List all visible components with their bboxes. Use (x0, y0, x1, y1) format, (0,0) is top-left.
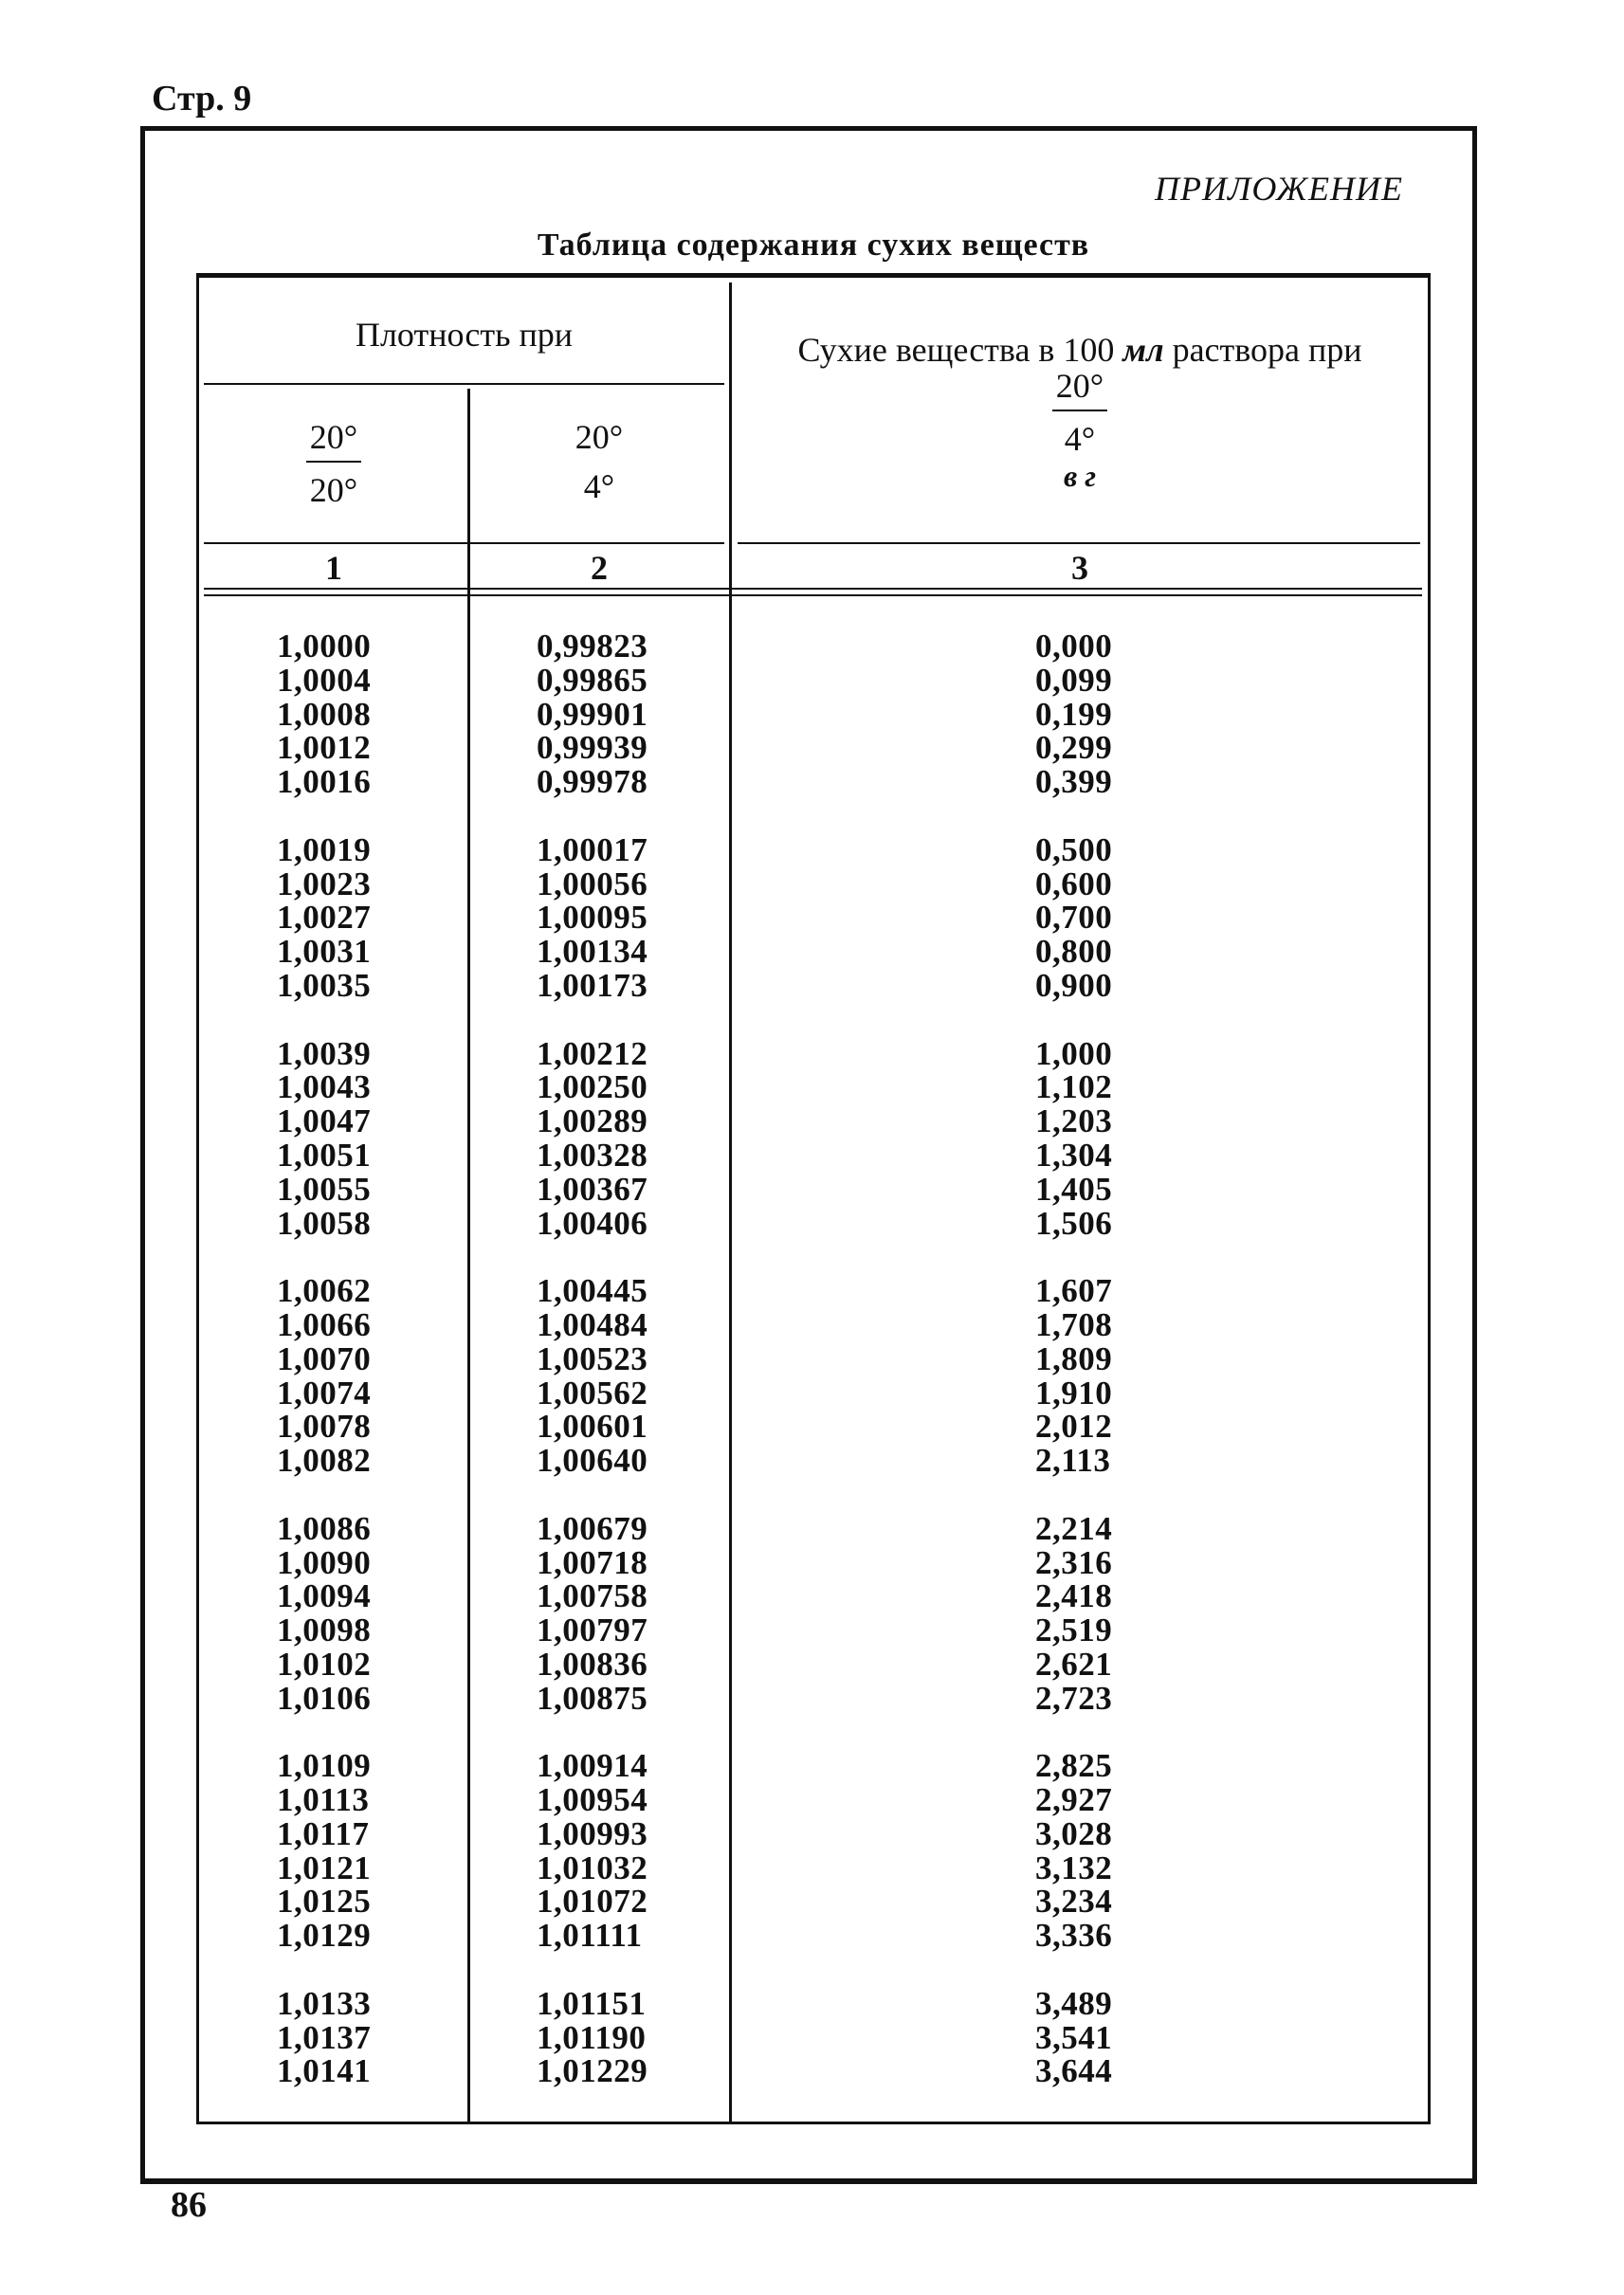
table-cell: 1,0016 (277, 763, 372, 801)
table-cell: 1,0125 (277, 1883, 372, 1921)
table-cell: 1,203 (1035, 1102, 1113, 1140)
table-cell: 3,234 (1035, 1883, 1113, 1921)
table-cell: 1,00328 (537, 1136, 648, 1174)
col2-header-numerator: 20° (575, 418, 624, 456)
table-cell: 1,00758 (537, 1577, 648, 1615)
table-cell: 1,607 (1035, 1272, 1113, 1310)
table-cell: 1,00445 (537, 1272, 648, 1310)
col3-fraction-bar (1052, 410, 1107, 411)
table-cell: 1,0004 (277, 661, 372, 699)
column-2-values (537, 629, 648, 2088)
col3-header-numerator: 20° (1055, 367, 1104, 405)
table-cell: 1,0106 (277, 1679, 372, 1717)
table-cell: 1,0129 (277, 1917, 372, 1955)
density-group-rule (204, 383, 724, 385)
table-title: Таблица содержания сухих веществ (537, 228, 1090, 263)
table-cell: 1,0070 (277, 1339, 372, 1377)
table-cell: 1,00056 (537, 865, 648, 902)
table-cell: 1,0082 (277, 1442, 372, 1480)
col1-header (202, 417, 465, 510)
table-cell: 3,028 (1035, 1814, 1113, 1852)
table-cell: 0,99823 (537, 628, 648, 665)
table-cell: 1,0035 (277, 966, 372, 1004)
table-cell: 3,132 (1035, 1849, 1113, 1886)
table-cell: 1,0058 (277, 1204, 372, 1242)
table-cell: 1,00250 (537, 1068, 648, 1106)
table-cell: 2,519 (1035, 1612, 1113, 1649)
col3-header (732, 330, 1428, 494)
table-cell: 1,01072 (537, 1883, 648, 1921)
table-cell: 1,0012 (277, 729, 372, 767)
table-cell: 1,00017 (537, 830, 648, 868)
table-cell: 1,00134 (537, 933, 648, 971)
table-cell: 1,00523 (537, 1339, 648, 1377)
table-cell: 1,102 (1035, 1068, 1113, 1106)
table-cell: 1,0023 (277, 865, 372, 902)
col3-header-caption (732, 330, 1428, 370)
table-cell: 1,0051 (277, 1136, 372, 1174)
table-cell: 1,0055 (277, 1170, 372, 1208)
table-cell: 1,00914 (537, 1747, 648, 1785)
column-number-3: 3 (1071, 549, 1088, 587)
table-cell: 1,00484 (537, 1305, 648, 1343)
table-cell: 0,500 (1035, 830, 1113, 868)
table-cell: 0,800 (1035, 933, 1113, 971)
table-cell: 2,418 (1035, 1577, 1113, 1615)
table-cell: 1,00173 (537, 966, 648, 1004)
table-cell: 2,621 (1035, 1645, 1113, 1683)
table-cell: 1,0121 (277, 1849, 372, 1886)
table-cell: 1,01190 (537, 2018, 647, 2056)
table-cell: 0,99901 (537, 695, 648, 733)
column-number-1: 1 (325, 549, 342, 587)
table-cell: 1,01151 (537, 1984, 647, 2022)
frame-left-rule (140, 126, 145, 2183)
table-cell: 1,00367 (537, 1170, 648, 1208)
frame-bottom-rule (140, 2178, 1477, 2184)
col1-header-denominator: 20° (309, 471, 358, 509)
table-cell: 1,0086 (277, 1509, 372, 1547)
table-cell: 1,0066 (277, 1305, 372, 1343)
column-divider-1 (467, 389, 470, 2123)
col3-header-text-b: раствора при (1172, 331, 1362, 369)
table-cell: 0,099 (1035, 661, 1113, 699)
table-cell: 1,0102 (277, 1645, 372, 1683)
table-cell: 1,0019 (277, 830, 372, 868)
table-cell: 2,113 (1035, 1442, 1111, 1480)
table-cell: 0,299 (1035, 729, 1113, 767)
number-row-rule-2 (204, 594, 1422, 596)
table-cell: 0,700 (1035, 899, 1113, 937)
table-cell: 3,644 (1035, 2052, 1113, 2090)
frame-right-rule (1472, 126, 1477, 2183)
table-cell: 0,000 (1035, 628, 1113, 665)
table-cell: 0,600 (1035, 865, 1113, 902)
page-number: 86 (171, 2185, 207, 2225)
table-cell: 1,00718 (537, 1543, 648, 1581)
table-cell: 1,0008 (277, 695, 372, 733)
page-label: Стр. 9 (152, 79, 252, 118)
table-cell: 1,00212 (537, 1034, 648, 1072)
table-cell: 0,99978 (537, 763, 648, 801)
table-cell: 1,00601 (537, 1408, 648, 1446)
density-group-header: Плотность при (355, 316, 574, 354)
column-3-values (1035, 629, 1112, 2088)
table-cell: 1,01111 (537, 1917, 643, 1955)
col3-header-unit: в г (1063, 459, 1097, 493)
table-cell: 1,0043 (277, 1068, 372, 1106)
table-cell: 0,900 (1035, 966, 1113, 1004)
table-cell: 1,0047 (277, 1102, 372, 1140)
col3-header-text-a: Сухие вещества в 100 (797, 331, 1115, 369)
table-cell: 1,0094 (277, 1577, 372, 1615)
table-cell: 2,927 (1035, 1781, 1113, 1819)
table-cell: 1,00875 (537, 1679, 648, 1717)
table-cell: 0,399 (1035, 763, 1113, 801)
col2-header-denominator: 4° (583, 467, 615, 505)
table-cell: 1,00406 (537, 1204, 648, 1242)
table-cell: 1,708 (1035, 1305, 1113, 1343)
column-1-values (277, 629, 371, 2088)
table-cell: 1,0031 (277, 933, 372, 971)
table-cell: 1,0113 (277, 1781, 370, 1819)
table-cell: 2,214 (1035, 1509, 1113, 1547)
table-cell: 0,199 (1035, 695, 1113, 733)
table-cell: 1,00289 (537, 1102, 648, 1140)
table-cell: 1,0109 (277, 1747, 372, 1785)
table-cell: 1,01229 (537, 2052, 648, 2090)
col1-fraction-bar (306, 461, 361, 463)
table-cell: 2,825 (1035, 1747, 1113, 1785)
table-cell: 3,541 (1035, 2018, 1113, 2056)
table-bottom-rule (196, 2122, 1431, 2124)
table-cell: 1,809 (1035, 1339, 1113, 1377)
table-cell: 0,99865 (537, 661, 648, 699)
table-cell: 2,723 (1035, 1679, 1113, 1717)
table-cell: 1,0133 (277, 1984, 372, 2022)
table-cell: 1,00679 (537, 1509, 648, 1547)
table-cell: 1,00993 (537, 1814, 648, 1852)
header-rule-right (738, 542, 1420, 544)
table-cell: 1,00797 (537, 1612, 648, 1649)
table-cell: 1,405 (1035, 1170, 1113, 1208)
frame-top-rule (140, 126, 1477, 131)
table-cell: 1,0000 (277, 628, 372, 665)
table-cell: 3,489 (1035, 1984, 1113, 2022)
table-cell: 1,00562 (537, 1374, 648, 1412)
table-cell: 3,336 (1035, 1917, 1113, 1955)
table-cell: 1,0117 (277, 1814, 370, 1852)
col3-header-denominator: 4° (1064, 420, 1096, 458)
table-cell: 1,00836 (537, 1645, 648, 1683)
table-cell: 2,316 (1035, 1543, 1113, 1581)
table-cell: 1,0090 (277, 1543, 372, 1581)
col1-header-numerator: 20° (309, 418, 358, 456)
col3-header-unit-ml: мл (1122, 331, 1164, 369)
table-cell: 1,506 (1035, 1204, 1113, 1242)
number-row-rule-1 (204, 588, 1422, 590)
table-cell: 1,0074 (277, 1374, 372, 1412)
table-cell: 1,0027 (277, 899, 372, 937)
table-cell: 1,910 (1035, 1374, 1113, 1412)
table-left-rule (196, 273, 199, 2123)
table-right-rule (1428, 273, 1431, 2123)
table-cell: 1,0039 (277, 1034, 372, 1072)
table-cell: 1,01032 (537, 1849, 648, 1886)
table-cell: 1,304 (1035, 1136, 1113, 1174)
table-top-rule (196, 273, 1431, 278)
table-cell: 1,00640 (537, 1442, 648, 1480)
table-cell: 1,0078 (277, 1408, 372, 1446)
table-cell: 1,00954 (537, 1781, 648, 1819)
table-cell: 1,0141 (277, 2052, 372, 2090)
appendix-label: ПРИЛОЖЕНИЕ (1155, 170, 1403, 208)
col2-header (470, 417, 728, 506)
column-number-2: 2 (591, 549, 608, 587)
table-cell: 1,0098 (277, 1612, 372, 1649)
header-rule-left (204, 542, 724, 544)
table-cell: 1,000 (1035, 1034, 1113, 1072)
table-cell: 1,00095 (537, 899, 648, 937)
table-cell: 1,0062 (277, 1272, 372, 1310)
table-cell: 0,99939 (537, 729, 648, 767)
table-cell: 2,012 (1035, 1408, 1113, 1446)
table-cell: 1,0137 (277, 2018, 372, 2056)
